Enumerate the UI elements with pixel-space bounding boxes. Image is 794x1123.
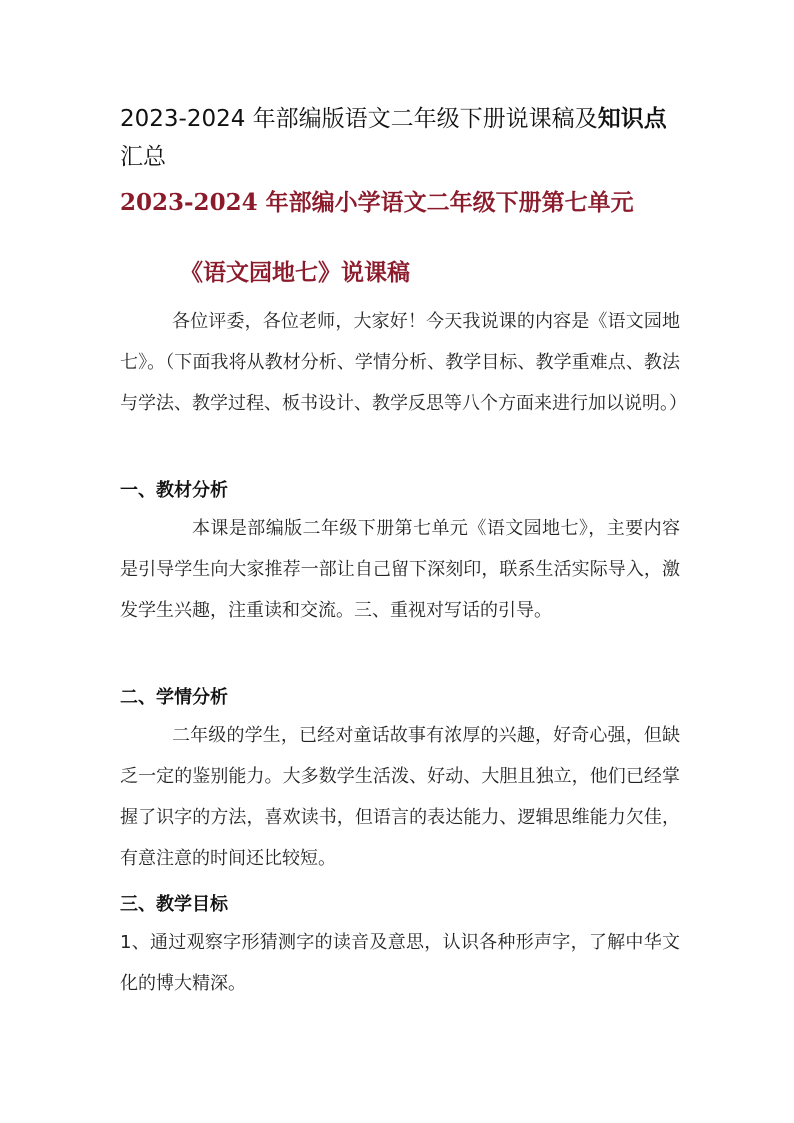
section-body-3: 1、通过观察字形猜测字的读音及意思，认识各种形声字，了解中华文化的博大精深。 xyxy=(120,932,680,994)
document-title-part3: 汇总 xyxy=(120,144,166,170)
document-title xyxy=(120,100,680,176)
red-title-line1: 2023-2024 年部编小学语文二年级下册第七单元 xyxy=(120,189,634,216)
section-heading-3: 三、教学目标 xyxy=(120,894,228,915)
section-body-1: 本课是部编版二年级下册第七单元《语文园地七》，主要内容是引导学生向大家推荐一部让自己留下深刻印，联系生活实际导入，激发学生兴趣，注重读和交流。三、重视对写话的引导。 xyxy=(120,518,680,621)
document-title-part1: 2023-2024 年部编版语文二年级下册说课稿及 xyxy=(120,106,598,132)
section-body-2: 二年级的学生，已经对童话故事有浓厚的兴趣，好奇心强，但缺乏一定的鉴别能力。大多数学生活泼、好动、大胆且独立，他们已经掌握了识字的方法，喜欢读书，但语言的表达能力、逻辑思维能力欠佳，有意注意的时间还比较短。 xyxy=(120,725,680,869)
document-title-part2: 知识点 xyxy=(597,106,667,132)
section-heading-1: 一、教材分析 xyxy=(120,480,228,501)
section-heading-2: 二、学情分析 xyxy=(120,687,228,708)
intro-paragraph: 各位评委，各位老师，大家好！今天我说课的内容是《语文园地七》。（下面我将从教材分析、学情分析、教学目标、教学重难点、教法与学法、教学过程、板书设计、教学反思等八个方面来进行加以说明。） xyxy=(120,311,687,414)
red-title-line2: 《语文园地七》说课稿 xyxy=(180,259,410,286)
